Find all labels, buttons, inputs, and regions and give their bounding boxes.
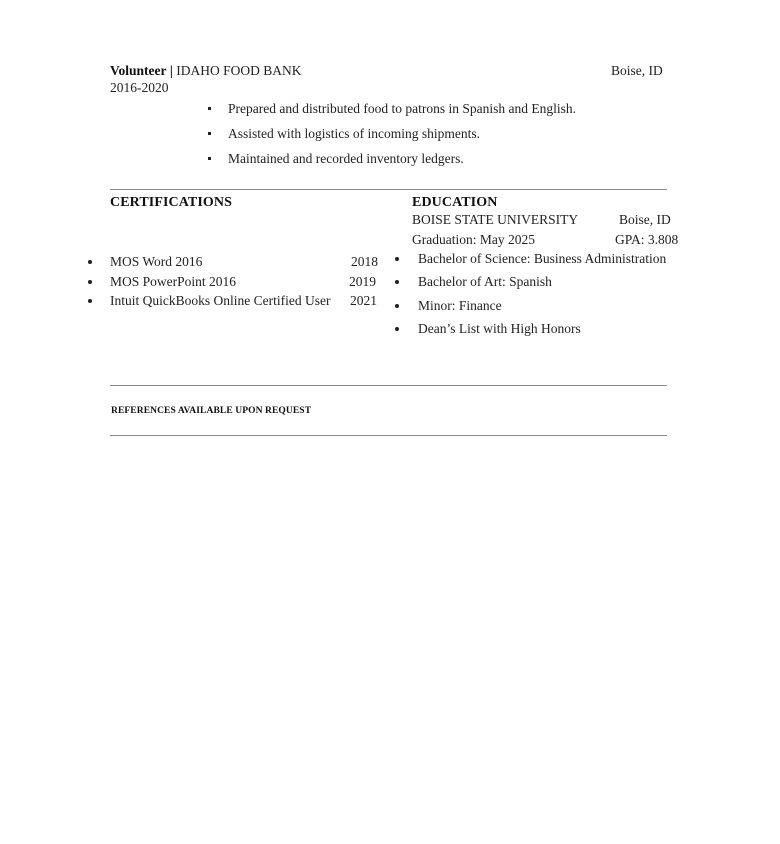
certifications-heading: CERTIFICATIONS [110,195,233,210]
list-item: Minor: Finance [418,298,502,313]
bullet-icon [395,304,399,308]
list-item: Bachelor of Art: Spanish [418,274,552,289]
section-divider [110,435,667,436]
certification-name: MOS Word 2016 [110,254,203,269]
list-item: Maintained and recorded inventory ledgers. [228,151,464,166]
volunteer-role: Volunteer [110,63,167,78]
volunteer-location: Boise, ID [611,63,663,78]
education-school: BOISE STATE UNIVERSITY [412,212,579,227]
certification-name: MOS PowerPoint 2016 [110,274,237,289]
list-item: Bachelor of Science: Business Administration [418,251,667,266]
bullet-icon [208,157,211,160]
volunteer-organization: IDAHO FOOD BANK [176,63,302,78]
bullet-icon [88,299,92,303]
bullet-icon [208,107,211,110]
bullet-icon [208,132,211,135]
list-item: Dean’s List with High Honors [418,321,581,336]
education-gpa: GPA: 3.808 [615,232,679,247]
section-divider [110,385,667,386]
list-item: Prepared and distributed food to patrons in Spanish and English. [228,101,576,116]
bullet-icon [395,280,399,284]
section-divider [110,189,667,190]
certification-year: 2021 [350,293,377,308]
bullet-icon [88,280,92,284]
bullet-icon [395,257,399,261]
certification-year: 2018 [351,254,378,269]
title-separator: | [169,63,173,78]
certification-year: 2019 [349,274,376,289]
education-graduation: Graduation: May 2025 [412,232,535,247]
list-item: Assisted with logistics of incoming shipments. [228,126,480,141]
bullet-icon [88,260,92,264]
volunteer-title-line [110,63,302,79]
bullet-icon [395,327,399,331]
certification-name: Intuit QuickBooks Online Certified User [110,293,331,308]
education-location: Boise, ID [619,212,671,227]
education-heading: EDUCATION [412,195,498,210]
volunteer-dates: 2016-2020 [110,80,169,95]
references-note: REFERENCES AVAILABLE UPON REQUEST [111,406,312,416]
